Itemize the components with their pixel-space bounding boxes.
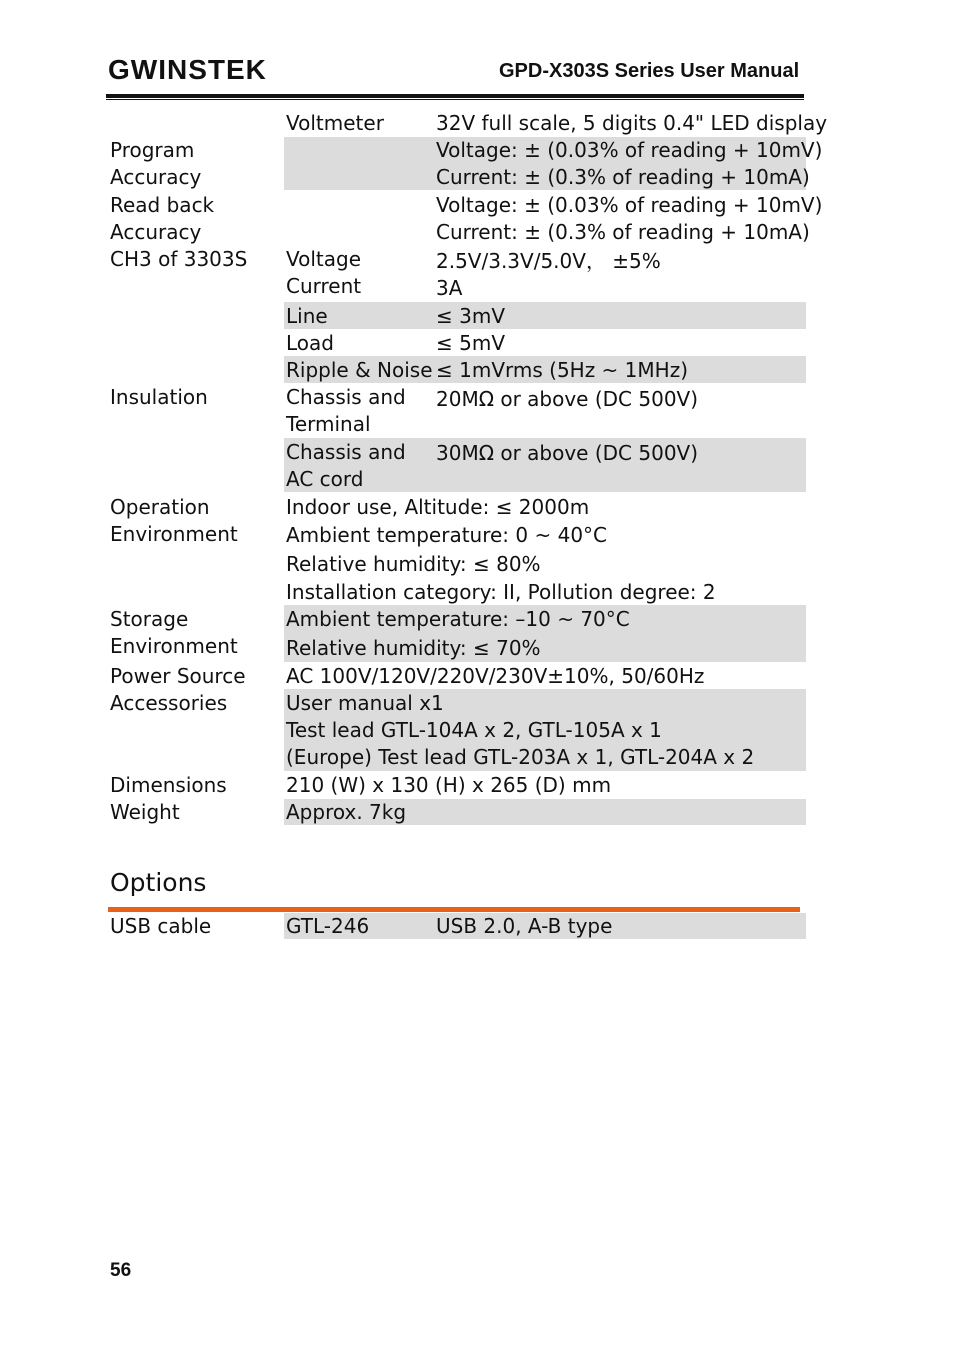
readback-accuracy-label: Read back [110, 193, 215, 217]
accessories-label: Accessories [110, 691, 228, 715]
ch3-current-value: 3A [436, 276, 463, 300]
operation-env-label-2: Environment [110, 522, 238, 546]
operation-env-label: Operation [110, 495, 210, 519]
operation-env-line-3: Relative humidity: ≤ 80% [286, 552, 541, 576]
weight-label: Weight [110, 800, 180, 824]
ch3-line-label: Line [286, 304, 328, 328]
dimensions-value: 210 (W) x 130 (H) x 265 (D) mm [286, 773, 612, 797]
insulation-ac-label-2: AC cord [286, 467, 364, 491]
option-description: USB 2.0, A-B type [436, 914, 613, 938]
ch3-label: CH3 of 3303S [110, 247, 248, 271]
ch3-voltage-value: 2.5V/3.3V/5.0V， ±5% [436, 249, 661, 273]
readback-accuracy-label-2: Accuracy [110, 220, 202, 244]
brand-logo: GWINSTEK [108, 54, 267, 85]
manual-title: GPD-X303S Series User Manual [499, 60, 800, 82]
storage-env-label: Storage [110, 607, 189, 631]
options-heading: Options [110, 868, 207, 897]
storage-env-line-1: Ambient temperature: –10 ~ 70°C [286, 607, 630, 631]
insulation-label: Insulation [110, 385, 208, 409]
voltmeter-label: Voltmeter [286, 111, 384, 135]
power-source-value: AC 100V/120V/220V/230V±10%, 50/60Hz [286, 664, 705, 688]
program-accuracy-label-2: Accuracy [110, 165, 202, 189]
program-accuracy-current: Current: ± (0.3% of reading + 10mA) [436, 165, 810, 189]
page-number: 56 [110, 1260, 132, 1281]
power-source-label: Power Source [110, 664, 246, 688]
header-rule-thin [106, 99, 804, 100]
ch3-current-label: Current [286, 274, 362, 298]
insulation-ac-label: Chassis and [286, 440, 406, 464]
option-part: GTL-246 [286, 914, 370, 938]
header-rule [106, 94, 804, 98]
operation-env-line-1: Indoor use, Altitude: ≤ 2000m [286, 495, 590, 519]
storage-env-line-2: Relative humidity: ≤ 70% [286, 636, 541, 660]
readback-accuracy-voltage: Voltage: ± (0.03% of reading + 10mV) [436, 193, 823, 217]
insulation-ac-value: 30MΩ or above (DC 500V) [436, 441, 699, 465]
ch3-ripple-value: ≤ 1mVrms (5Hz ~ 1MHz) [436, 358, 688, 382]
dimensions-label: Dimensions [110, 773, 227, 797]
program-accuracy-voltage: Voltage: ± (0.03% of reading + 10mV) [436, 138, 823, 162]
options-rule [108, 907, 800, 912]
option-name: USB cable [110, 914, 212, 938]
ch3-ripple-label: Ripple & Noise [286, 358, 433, 382]
insulation-terminal-label: Chassis and [286, 385, 406, 409]
storage-env-label-2: Environment [110, 634, 238, 658]
program-accuracy-label: Program [110, 138, 195, 162]
ch3-line-value: ≤ 3mV [436, 304, 506, 328]
insulation-terminal-value: 20MΩ or above (DC 500V) [436, 387, 699, 411]
weight-value: Approx. 7kg [286, 800, 407, 824]
voltmeter-value: 32V full scale, 5 digits 0.4" LED display [436, 111, 828, 135]
ch3-load-label: Load [286, 331, 334, 355]
readback-accuracy-current: Current: ± (0.3% of reading + 10mA) [436, 220, 810, 244]
ch3-voltage-label: Voltage [286, 247, 362, 271]
accessories-line-1: User manual x1 [286, 691, 444, 715]
accessories-line-2: Test lead GTL-104A x 2, GTL-105A x 1 [286, 718, 662, 742]
shade-line [284, 302, 806, 329]
operation-env-line-2: Ambient temperature: 0 ~ 40°C [286, 523, 608, 547]
ch3-load-value: ≤ 5mV [436, 331, 506, 355]
insulation-terminal-label-2: Terminal [286, 412, 371, 436]
accessories-line-3: (Europe) Test lead GTL-203A x 1, GTL-204A x 2 [286, 745, 755, 769]
operation-env-line-4: Installation category: II, Pollution degree: 2 [286, 580, 716, 604]
